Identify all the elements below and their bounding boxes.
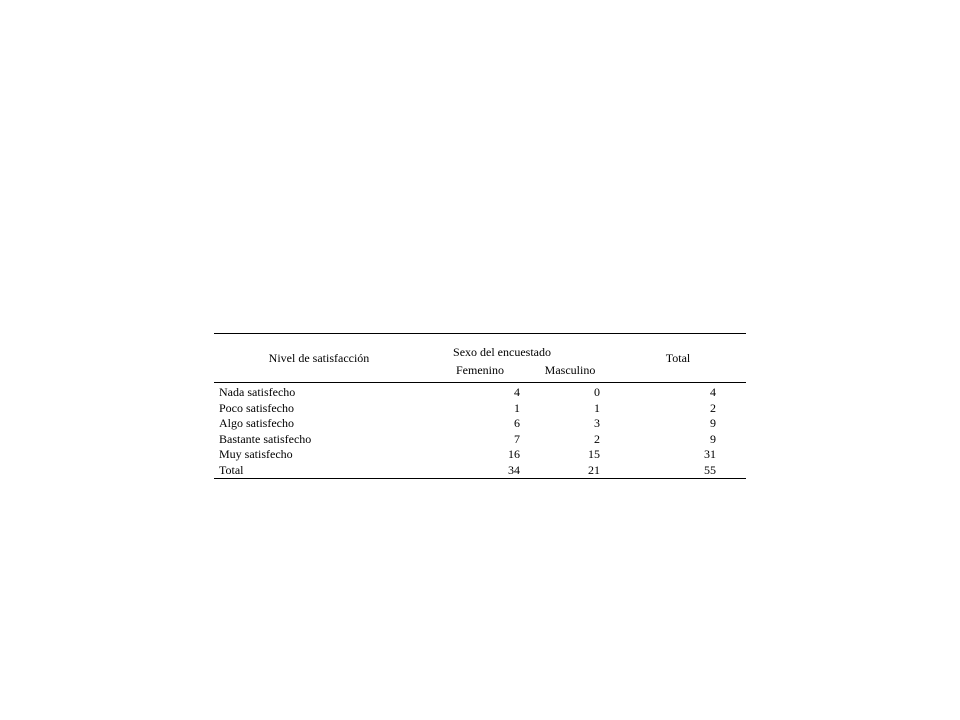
table-row — [214, 432, 746, 448]
cell-total: 4 — [620, 383, 746, 401]
row-label: Nada satisfecho — [214, 383, 384, 401]
row-label: Algo satisfecho — [219, 416, 294, 430]
crosstab-table-container — [214, 333, 746, 479]
cell-femenino: 34 — [384, 463, 520, 479]
cell-masculino: 1 — [594, 400, 600, 415]
cell-total: 2 — [710, 400, 716, 415]
table-body — [214, 383, 746, 479]
cell-femenino: 1 — [514, 400, 520, 415]
cell-masculino: 3 — [594, 416, 600, 430]
table-row — [214, 416, 746, 432]
cell-femenino: 16 — [508, 447, 520, 461]
header-group-label: Sexo del encuestado — [384, 334, 620, 363]
cell-total: 31 — [704, 447, 716, 461]
cell-femenino: 6 — [514, 416, 520, 430]
header-total: Total — [620, 334, 746, 383]
cell-masculino: 15 — [588, 447, 600, 461]
header-row-label: Nivel de satisfacción — [214, 334, 384, 383]
cell-total: 55 — [620, 463, 746, 479]
row-label: Poco satisfecho — [219, 400, 294, 415]
row-label: Bastante satisfecho — [219, 431, 312, 446]
cell-femenino: 4 — [384, 383, 520, 401]
table-header — [214, 334, 746, 383]
cell-femenino: 7 — [514, 431, 520, 446]
row-label: Muy satisfecho — [219, 447, 293, 461]
cell-masculino: 21 — [520, 463, 620, 479]
header-masculino: Masculino — [544, 363, 596, 377]
header-femenino: Femenino — [456, 363, 504, 377]
table-row — [214, 383, 746, 401]
crosstab-table — [214, 333, 746, 479]
cell-total: 9 — [710, 416, 716, 430]
table-row-total — [214, 463, 746, 479]
cell-total: 9 — [710, 431, 716, 446]
cell-masculino: 0 — [520, 383, 620, 401]
table-row — [214, 401, 746, 417]
table-row — [214, 447, 746, 463]
row-label: Total — [214, 463, 384, 479]
cell-masculino: 2 — [594, 431, 600, 446]
